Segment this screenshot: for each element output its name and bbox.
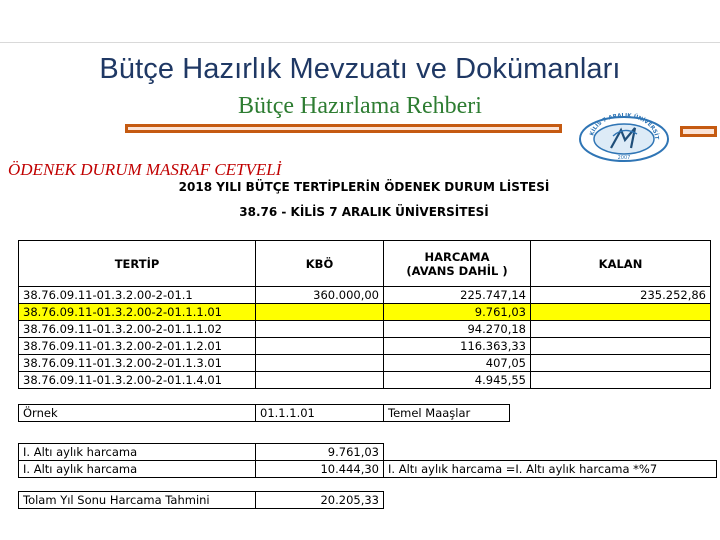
cell-tertip: 38.76.09.11-01.3.2.00-2-01.1 xyxy=(19,287,256,304)
appropriation-table xyxy=(18,240,711,389)
cell-harcama: 116.363,33 xyxy=(384,338,531,355)
table-row xyxy=(19,372,711,389)
spreadsheet-image xyxy=(14,172,718,532)
cell-kalan xyxy=(531,355,711,372)
half-year-table xyxy=(18,443,717,478)
sheet-subheading: 38.76 - KİLİS 7 ARALIK ÜNİVERSİTESİ xyxy=(239,205,489,219)
table-row xyxy=(19,338,711,355)
cell-harcama: 94.270,18 xyxy=(384,321,531,338)
page-title: Bütçe Hazırlık Mevzuatı ve Dokümanları xyxy=(99,53,621,85)
cell-kbo xyxy=(256,304,384,321)
total-label: Tolam Yıl Sonu Harcama Tahmini xyxy=(19,492,256,509)
cell-harcama: 225.747,14 xyxy=(384,287,531,304)
cell-kbo xyxy=(256,338,384,355)
column-header-kalan: KALAN xyxy=(531,241,711,287)
table-row-highlighted xyxy=(19,304,711,321)
table-row xyxy=(19,405,510,422)
cell-harcama: 407,05 xyxy=(384,355,531,372)
total-table xyxy=(18,491,384,509)
sheet-heading: 2018 YILI BÜTÇE TERTİPLERİN ÖDENEK DURUM LİSTESİ xyxy=(178,180,550,194)
cell-kbo xyxy=(256,372,384,389)
harcama-sublabel: (AVANS DAHİL ) xyxy=(406,263,508,278)
column-header-kbo: KBÖ xyxy=(256,241,384,287)
table-row xyxy=(19,444,717,461)
example-code: 01.1.1.01 xyxy=(256,405,384,422)
column-header-tertip: TERTİP xyxy=(19,241,256,287)
logo-year: 2007 xyxy=(617,155,631,161)
decorative-bar-left xyxy=(125,124,562,133)
cell-tertip: 38.76.09.11-01.3.2.00-2-01.1.1.01 xyxy=(19,304,256,321)
cell-tertip: 38.76.09.11-01.3.2.00-2-01.1.3.01 xyxy=(19,355,256,372)
half-year-note: I. Altı aylık harcama =I. Altı aylık harcama *%7 xyxy=(384,461,717,478)
cell-kalan: 235.252,86 xyxy=(531,287,711,304)
page-subtitle: Bütçe Hazırlama Rehberi xyxy=(238,93,482,119)
table-row xyxy=(19,492,384,509)
total-value: 20.205,33 xyxy=(256,492,384,509)
example-label: Örnek xyxy=(19,405,256,422)
cell-kalan xyxy=(531,338,711,355)
example-desc: Temel Maaşlar xyxy=(384,405,510,422)
cell-kbo: 360.000,00 xyxy=(256,287,384,304)
cell-tertip: 38.76.09.11-01.3.2.00-2-01.1.1.02 xyxy=(19,321,256,338)
half-year-value: 9.761,03 xyxy=(256,444,384,461)
harcama-label: HARCAMA xyxy=(424,249,490,264)
cell-tertip: 38.76.09.11-01.3.2.00-2-01.1.2.01 xyxy=(19,338,256,355)
cell-harcama: 4.945,55 xyxy=(384,372,531,389)
decorative-bar-right xyxy=(680,126,717,137)
cell-kbo xyxy=(256,321,384,338)
section-label: ÖDENEK DURUM MASRAF CETVELİ xyxy=(8,160,282,179)
half-year-value: 10.444,30 xyxy=(256,461,384,478)
cell-harcama: 9.761,03 xyxy=(384,304,531,321)
university-seal-icon xyxy=(577,112,671,162)
cell-tertip: 38.76.09.11-01.3.2.00-2-01.1.4.01 xyxy=(19,372,256,389)
example-table xyxy=(18,404,510,422)
table-row xyxy=(19,461,717,478)
table-row xyxy=(19,287,711,304)
cell-kalan xyxy=(531,372,711,389)
half-year-note xyxy=(384,444,717,461)
logo-ring-text: KİLİS 7 ARALIK ÜNİVERSİT xyxy=(589,112,660,140)
cell-kalan xyxy=(531,321,711,338)
table-row xyxy=(19,321,711,338)
cell-kalan xyxy=(531,304,711,321)
table-row xyxy=(19,355,711,372)
half-year-label: I. Altı aylık harcama xyxy=(19,444,256,461)
cell-kbo xyxy=(256,355,384,372)
column-header-harcama xyxy=(384,241,531,287)
half-year-label: I. Altı aylık harcama xyxy=(19,461,256,478)
top-divider xyxy=(0,42,720,43)
